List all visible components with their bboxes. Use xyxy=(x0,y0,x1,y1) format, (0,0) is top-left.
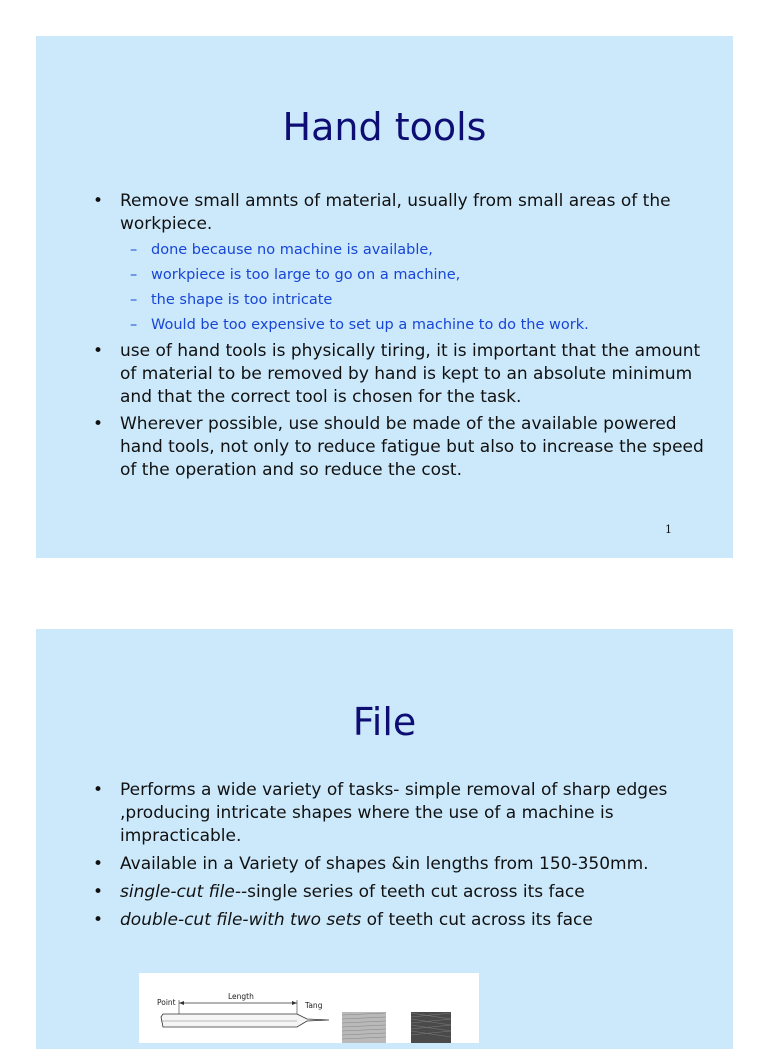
bullet-item xyxy=(93,853,705,876)
sub-bullet-list xyxy=(120,238,705,338)
label-length: Length xyxy=(228,992,254,1001)
bullet-text: of teeth cut across its face xyxy=(361,910,593,930)
file-diagram-svg xyxy=(139,973,479,1043)
bullet-item xyxy=(93,190,705,338)
label-tang: Tang xyxy=(305,1001,323,1010)
arrowhead-right xyxy=(292,1001,297,1005)
bullet-list xyxy=(93,190,705,482)
bullet-text: Wherever possible, use should be made of the available powered hand tools, not only to reduce fatigue but also to increase the speed of the operation and so reduce the cost. xyxy=(120,414,704,480)
slide-title: Hand tools xyxy=(282,105,487,149)
sub-bullet-item: – workpiece is too large to go on a machine, xyxy=(120,263,705,288)
sub-bullet-item: – Would be too expensive to set up a machine to do the work. xyxy=(120,313,705,338)
bullet-text: single series of teeth cut across its face xyxy=(247,882,585,902)
bullet-text: Available in a Variety of shapes &in lengths from 150-350mm. xyxy=(120,854,649,874)
bullet-item xyxy=(93,909,705,932)
bullet-item xyxy=(93,413,705,482)
file-body-outline xyxy=(161,1014,329,1027)
slide-hand-tools xyxy=(36,36,733,558)
page-number: 1 xyxy=(665,523,672,536)
sub-bullet-item: – the shape is too intricate xyxy=(120,288,705,313)
bullet-italic-term: single-cut file-- xyxy=(120,882,248,902)
bullet-text: Performs a wide variety of tasks- simple removal of sharp edges ,producing intricate shapes where the use of a machine is impracticable. xyxy=(120,780,668,846)
label-point: Point xyxy=(157,998,176,1007)
bullet-text: Remove small amnts of material, usually from small areas of the workpiece. xyxy=(120,191,671,234)
arrowhead-left xyxy=(179,1001,184,1005)
single-cut-sample xyxy=(342,1012,386,1043)
bullet-item xyxy=(93,881,705,904)
bullet-text: use of hand tools is physically tiring, it is important that the amount of material to be removed by hand is kept to an absolute minimum and that the correct tool is chosen for the task. xyxy=(120,341,701,407)
bullet-item xyxy=(93,340,705,409)
bullet-italic-term: double-cut file-with two sets xyxy=(120,910,362,930)
sub-bullet-item: – done because no machine is available, xyxy=(120,238,705,263)
bullet-item xyxy=(93,779,705,848)
slide-file xyxy=(36,629,733,1049)
slide-title: File xyxy=(352,700,417,744)
bullet-list xyxy=(93,779,705,932)
file-diagram xyxy=(139,973,479,1043)
